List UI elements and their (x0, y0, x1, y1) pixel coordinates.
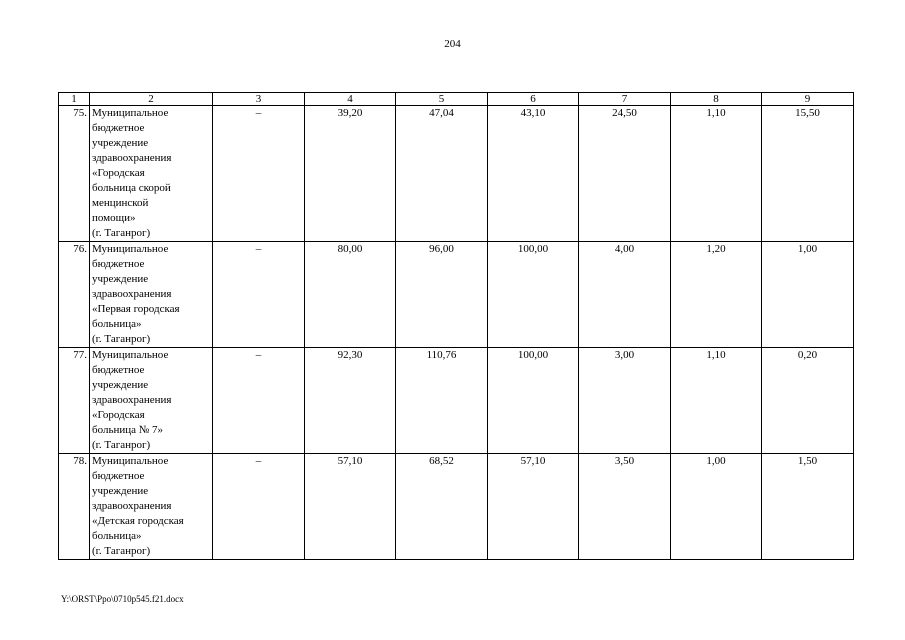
table-cell: 1,10 (671, 106, 762, 242)
table-cell: – (213, 348, 305, 454)
table-cell: 1,50 (762, 454, 854, 560)
institution-name: Муниципальное бюджетное учреждение здравоохранения «Городская больница скорой менцинской помощи» (г. Таганрог) (90, 106, 213, 242)
data-table (58, 92, 854, 560)
table-cell: 110,76 (396, 348, 488, 454)
table-cell: 3,50 (579, 454, 671, 560)
table-cell: 96,00 (396, 242, 488, 348)
table-cell: 24,50 (579, 106, 671, 242)
column-header: 2 (90, 93, 213, 106)
column-header: 3 (213, 93, 305, 106)
table-cell: 47,04 (396, 106, 488, 242)
table-cell: 80,00 (305, 242, 396, 348)
institution-name: Муниципальное бюджетное учреждение здравоохранения «Городская больница № 7» (г. Таганрог) (90, 348, 213, 454)
table-cell: – (213, 242, 305, 348)
table-cell: 1,20 (671, 242, 762, 348)
row-number: 76. (59, 242, 90, 348)
column-header: 7 (579, 93, 671, 106)
footer-file-path: Y:\ORST\Ppo\0710p545.f21.docx (61, 594, 184, 604)
column-header: 6 (488, 93, 579, 106)
table-cell: – (213, 454, 305, 560)
institution-name: Муниципальное бюджетное учреждение здравоохранения «Первая городская больница» (г. Таганрог) (90, 242, 213, 348)
table-cell: – (213, 106, 305, 242)
row-number: 78. (59, 454, 90, 560)
table-cell: 15,50 (762, 106, 854, 242)
column-header: 1 (59, 93, 90, 106)
table-row (59, 242, 854, 348)
table-cell: 92,30 (305, 348, 396, 454)
table-cell: 1,00 (762, 242, 854, 348)
table-cell: 68,52 (396, 454, 488, 560)
table-cell: 39,20 (305, 106, 396, 242)
row-number: 77. (59, 348, 90, 454)
table-row (59, 348, 854, 454)
table-header-row (59, 93, 854, 106)
column-header: 4 (305, 93, 396, 106)
table-cell: 43,10 (488, 106, 579, 242)
table-cell: 3,00 (579, 348, 671, 454)
institution-name: Муниципальное бюджетное учреждение здравоохранения «Детская городская больница» (г. Таганрог) (90, 454, 213, 560)
table-cell: 4,00 (579, 242, 671, 348)
table-cell: 0,20 (762, 348, 854, 454)
table-row (59, 106, 854, 242)
table-row (59, 454, 854, 560)
table-cell: 1,10 (671, 348, 762, 454)
column-header: 9 (762, 93, 854, 106)
column-header: 5 (396, 93, 488, 106)
page-number: 204 (444, 38, 461, 50)
table-cell: 57,10 (305, 454, 396, 560)
table-cell: 57,10 (488, 454, 579, 560)
row-number: 75. (59, 106, 90, 242)
table-cell: 100,00 (488, 348, 579, 454)
column-header: 8 (671, 93, 762, 106)
table-cell: 1,00 (671, 454, 762, 560)
table-cell: 100,00 (488, 242, 579, 348)
